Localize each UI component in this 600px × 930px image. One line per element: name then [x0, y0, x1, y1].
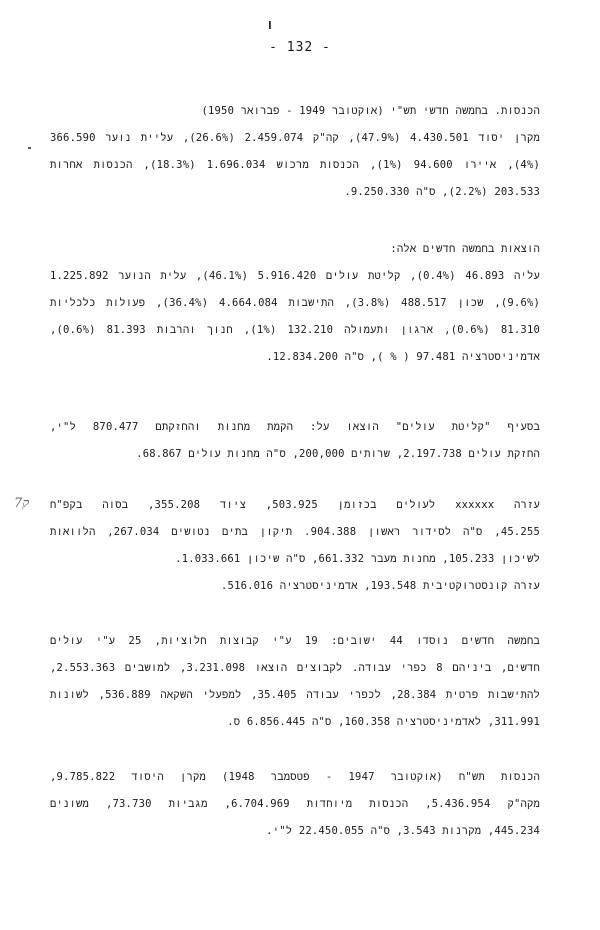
text-line: הכנסות. בחמשה חדשי תש"י (אוקטובר 1949 - פברואר 1950) [201, 105, 540, 117]
margin-dot [28, 147, 31, 149]
top-mark: ו [266, 18, 274, 33]
text-line: עזרה xxxxxx לעולים בכזומן 503.925, ציוד 355.208, בסוה בקפ"ח [50, 499, 540, 511]
section-heading: הוצאות בחמשה חדשים אלה: [390, 243, 540, 255]
text-line: עליה 46.893 (0.4%), קליטת עולים 5.916.420 (46.1%), עלית הנוער 1.225.892 [50, 270, 540, 282]
text-line: אדמיניסטרציה 97.481 ( % ), ס"ה 12.834.200. [266, 351, 540, 363]
paragraph-settlements-founded [50, 628, 540, 736]
page-number: - 132 - [269, 40, 331, 55]
text-line: 311.991, לאדמיניסטרציה 160.358, ס"ה 6.856.445 ס. [227, 716, 540, 728]
text-line: 203.533 (2.2%), ס"ה 9.250.330. [344, 186, 540, 198]
paragraph-income-year-5708 [50, 764, 540, 845]
text-line: 45.255, ס"ה לסידור ראשון 904.388. תיקון בתים נטושים 267.034, הלוואות [50, 526, 540, 538]
margin-handwritten-note: ק7 [14, 496, 30, 511]
paragraph-aid-to-immigrants [50, 492, 540, 600]
paragraph-income-five-months [50, 98, 540, 206]
text-line: עזרה קונסטרוקטיבית 193.548, אדמיניסטרציה 516.016. [221, 580, 540, 592]
text-line: 81.310 (0.6%), ארגון ותעמולה 132.210 (1%), חנוך והרבות 81.393 (0.6%), [50, 324, 540, 336]
text-line: להתישבות פרטית 28.384, לכפרי עבודה 35.405, למפעלי השקאה 536.889, לשונות [50, 689, 540, 701]
paragraph-immigrant-absorption [50, 414, 540, 468]
text-line: (9.6%), שכון 488.517 (3.8%), התישבות 4.664.084 (36.4%), פעולות כלכליות [50, 297, 540, 309]
text-line: לשיכון 105.233, מחנות מעבר 661.332, ס"ה שיכון 1.033.661. [175, 553, 540, 565]
text-line: בסעיף "קליטת עולים" הוצאו על: הקמת מחנות והחזקתם 870.477 ל"י, [50, 421, 540, 433]
text-line: מקרן יסוד 4.430.501 (47.9%), קה"ק 2.459.074 (26.6%), עליית נוער 366.590 [50, 132, 540, 144]
paragraph-expenses-five-months [50, 236, 540, 371]
text-line: מקה"ק 5.436.954, הכנסות מיוחדות 6.704.969, מגביות 73.730, משונים [50, 798, 540, 810]
text-line: בחמשה חדשים נוסדו 44 ישובים: 19 ע"י קבוצות חלוציות, 25 ע"י עולים [50, 635, 540, 647]
text-line: החזקת עולים 2.197.738, שרותים 200,000, ס"ה מחנות עולים 68.867. [136, 448, 540, 460]
text-line: (4%), איירו 94.600 (1%), הכנסות מרכוש 1.696.034 (18.3%), הכנסות אחרות [50, 159, 540, 171]
text-line: חדשים, ביניהם 8 כפרי עבודה. לקבוצים הוצאו 3.231.098, למושבים 2.553.363, [50, 662, 540, 674]
text-line: הכנסות תש"ח (אוקטובר 1947 - פטסמבר 1948) מקרן היסוד 9.785.822, [50, 771, 540, 783]
text-line: 445.234, מקרנות 3.543, ס"ה 22.450.055 ל"י. [266, 825, 540, 837]
